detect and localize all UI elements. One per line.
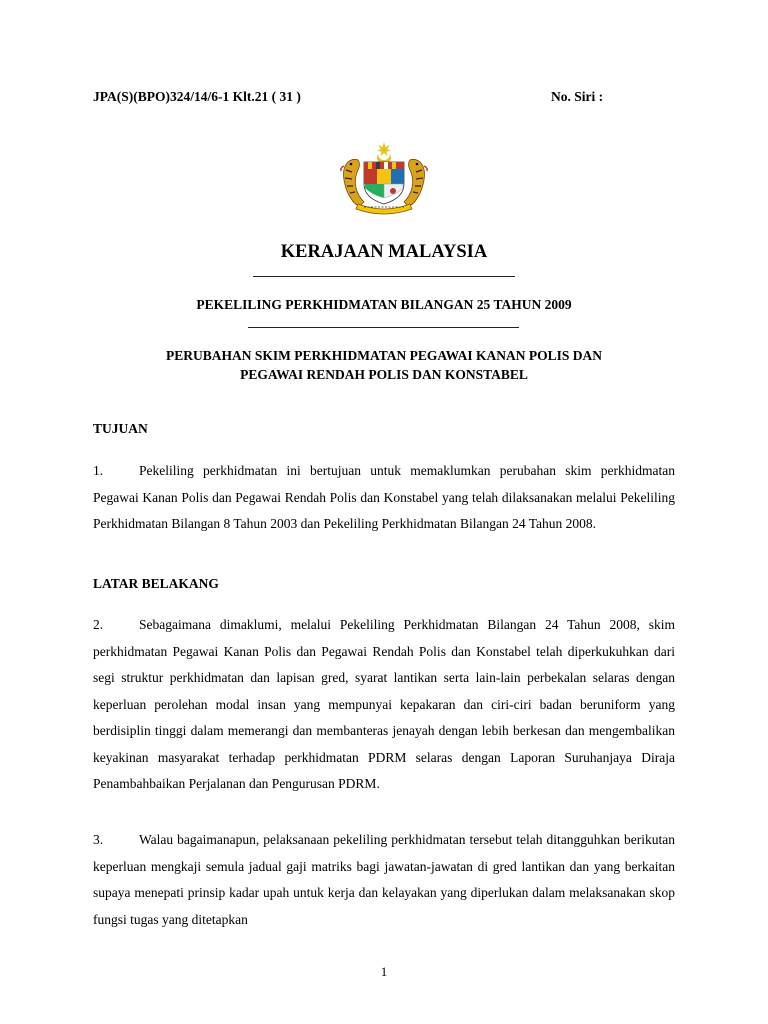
paragraph-1 [93, 458, 675, 538]
section-heading-latar-belakang: LATAR BELAKANG [93, 576, 219, 591]
paragraph-number: 3. [93, 832, 104, 847]
circular-underline [248, 327, 519, 328]
subject-line-1: PERUBAHAN SKIM PERKHIDMATAN PEGAWAI KANAN POLIS DAN [165, 348, 603, 363]
page-number: 1 [380, 964, 388, 979]
serial-number-label: No. Siri : [551, 89, 604, 104]
paragraph-number: 1. [93, 463, 104, 478]
paragraph-2 [93, 612, 675, 798]
subject-title [0, 346, 768, 384]
subject-line-2: PEGAWAI RENDAH POLIS DAN KONSTABEL [240, 367, 528, 382]
government-title: KERAJAAN MALAYSIA [280, 242, 488, 262]
circular-title: PEKELILING PERKHIDMATAN BILANGAN 25 TAHUN 2009 [196, 297, 572, 312]
paragraph-3 [93, 827, 675, 933]
paragraph-text: Sebagaimana dimaklumi, melalui Pekeliling Perkhidmatan Bilangan 24 Tahun 2008, skim perkhidmatan Pegawai Kanan Polis dan Pegawai Rendah Polis dan Konstabel telah diperkukuhkan dari segi struktur perkhidmatan dan lapisan gred, syarat lantikan serta lain-lain perbekalan selaras dengan keperluan perolehan modal insan yang mempunyai kepakaran dan ciri-ciri badan beruniform yang berdisiplin tinggi dalam memerangi dan membanteras jenayah dengan lebih berkesan dan mengembalikan keyakinan masyarakat terhadap perkhidmatan PDRM selaras dengan Laporan Suruhanjaya Diraja Penambahbaikan Perjalanan dan Pengurusan PDRM. [93, 617, 675, 791]
title-underline [253, 276, 515, 277]
paragraph-number: 2. [93, 617, 104, 632]
paragraph-text: Walau bagaimanapun, pelaksanaan pekeliling perkhidmatan tersebut telah ditangguhkan berikutan keperluan mengkaji semula jadual gaji matriks bagi jawatan-jawatan di gred lantikan dan yang berkaitan supaya menepati prinsip kadar upah untuk kerja dan kelayakan yang diperlukan dalam melaksanakan skop fungsi tugas yang ditetapkan [93, 832, 675, 927]
reference-number: JPA(S)(BPO)324/14/6-1 Klt.21 ( 31 ) [93, 89, 301, 104]
malaysia-coat-of-arms-icon [338, 140, 430, 216]
paragraph-text: Pekeliling perkhidmatan ini bertujuan untuk memaklumkan perubahan skim perkhidmatan Pegawai Kanan Polis dan Pegawai Rendah Polis dan Konstabel yang telah dilaksanakan melalui Pekeliling Perkhidmatan Bilangan 8 Tahun 2003 dan Pekeliling Perkhidmatan Bilangan 24 Tahun 2008. [93, 463, 675, 531]
section-heading-tujuan: TUJUAN [93, 421, 148, 436]
